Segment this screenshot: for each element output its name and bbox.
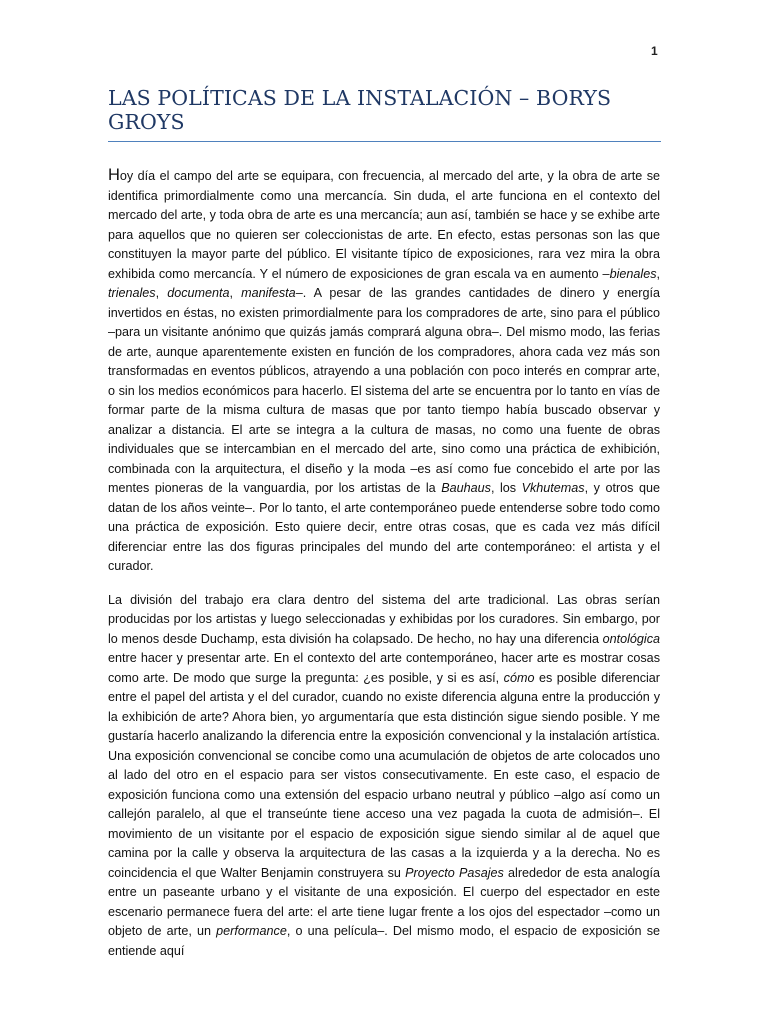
text-run: ,	[656, 266, 660, 281]
italic-term: documenta	[167, 286, 230, 300]
document-title: LAS POLÍTICAS DE LA INSTALACIÓN – BORYS GROYS	[108, 86, 661, 142]
text-run: ,	[229, 286, 242, 300]
text-run: oy día el campo del arte se equipara, con frecuencia, al mercado del arte, y la obra de arte se identifica primordialmente como una mercancía. Sin duda, el arte funciona en el contexto del mercado del arte, y toda obra de arte es una mercancía; aun así, también se hace y se exhibe arte para aquellos que no quieren ser coleccionistas de arte. En efecto, estas personas son las que constituyen la mayor parte del público. El visitante típico de exposiciones, rara vez mira la obra exhibida como mercancía. Y el número de exposiciones de gran escala va en aumento –	[108, 169, 660, 281]
text-run: , y otros que datan de los años veinte–. Por lo tanto, el arte contemporáneo puede entenderse sobre todo como una práctica de exposición. Esto quiere decir, entre otras cosas, que es cada vez más difícil diferenciar entre las dos figuras principales del mundo del arte contemporáneo: el artista y el curador.	[108, 481, 660, 573]
italic-term: Bauhaus	[441, 481, 491, 495]
document-body	[108, 166, 660, 975]
text-run: , los	[490, 481, 522, 495]
italic-term: bienales	[609, 266, 657, 281]
drop-cap: H	[108, 166, 120, 184]
text-run: alrededor de esta analogía entre un paseante urbano y el visitante de una exposición. El cuerpo del espectador en este escenario permanece fuera del arte: el arte tiene lugar frente a los ojos del espectador –como un objeto de arte, un	[108, 865, 660, 938]
text-run: entre hacer y presentar arte. En el contexto del arte contemporáneo, hacer arte es mostrar cosas como arte. De modo que surge la pregunta: ¿es posible, y si es así,	[108, 651, 660, 685]
text-run: es posible diferenciar entre el papel del artista y el del curador, cuando no existe diferencia alguna entre la producción y la exhibición de arte? Ahora bien, yo argumentaría que esta distinción sigue siendo posible. Y me gustaría hacerlo analizando la diferencia entre la exposición convencional y la instalación artística. Una exposición convencional se concibe como una acumulación de objetos de arte colocados uno al lado del otro en el espacio para ser vistos consecutivamente. En este caso, el espacio de exposición funciona como una extensión del espacio urbano neutral y público –algo así como un callejón paralelo, al que el transeúnte tiene acceso una vez pagada la cuota de admisión–. El movimiento de un visitante por el espacio de exposición sigue siendo similar al de aquel que camina por la calle y observa la arquitectura de las casas a la izquierda y a la derecha. No es coincidencia el que Walter Benjamin construyera su	[108, 670, 660, 880]
paragraph-1	[108, 166, 660, 577]
text-run: –. A pesar de las grandes cantidades de dinero y energía invertidos en éstas, no existen primordialmente para los compradores de arte, sino para el público –para un visitante anónimo que quizás jamás comprará alguna obra–. Del mismo modo, las ferias de arte, aunque aparentemente existen en función de los compradores, ahora cada vez más son transformadas en eventos públicos, atrayendo a una población con poco interés en comprar arte, o sin los medios económicos para hacerlo. El sistema del arte se encuentra por lo tanto en vías de formar parte de la misma cultura de masas que por tanto tiempo había buscado observar y analizar a distancia. El arte se integra a la cultura de masas, no como una fuente de obras individuales que se intercambian en el mercado del arte, sino como una práctica de exhibición, combinada con la arquitectura, el diseño y la moda –es así como fue concebido el arte por las mentes pioneras de la vanguardia, por los artistas de la	[108, 286, 660, 495]
italic-term: Vkhutemas	[521, 481, 585, 495]
italic-term: cómo	[503, 670, 535, 685]
italic-term: Proyecto Pasajes	[405, 865, 504, 880]
italic-term: performance	[216, 924, 287, 938]
paragraph-2	[108, 591, 660, 962]
text-run: La división del trabajo era clara dentro del sistema del arte tradicional. Las obras serían producidas por los artistas y luego seleccionadas y exhibidas por los curadores. Sin embargo, por lo menos desde Duchamp, esta división ha colapsado. De hecho, no hay una diferencia	[108, 592, 660, 646]
page-number: 1	[651, 44, 658, 58]
text-run: ,	[155, 286, 168, 300]
text-run: , o una película–. Del mismo modo, el espacio de exposición se entiende aquí	[108, 924, 660, 958]
italic-term: manifesta	[241, 286, 296, 300]
italic-term: ontológica	[602, 631, 660, 646]
italic-term: trienales	[108, 286, 156, 300]
